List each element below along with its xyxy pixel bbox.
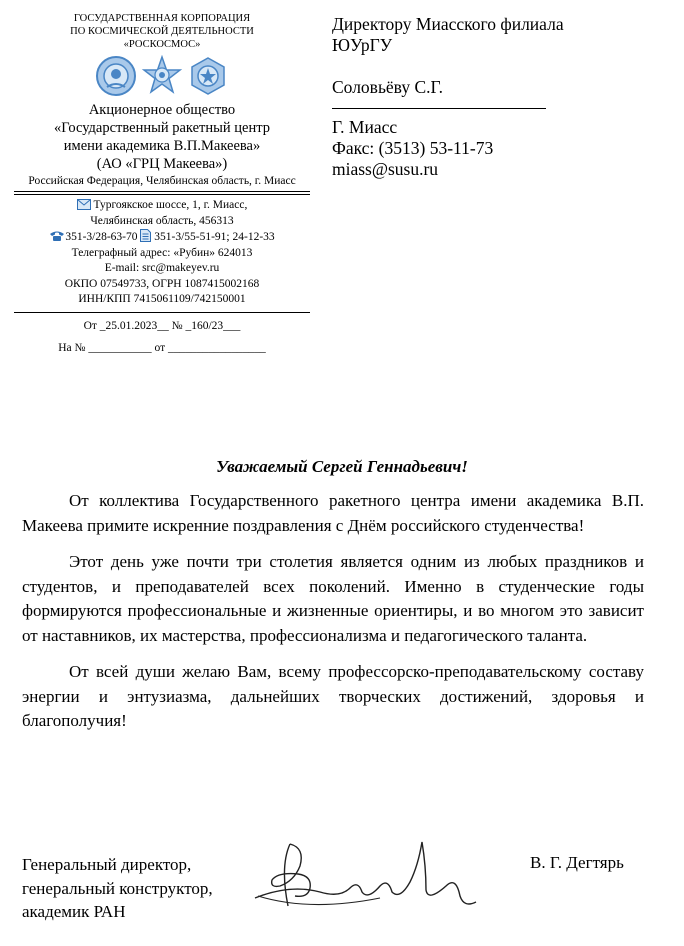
letterhead (14, 12, 310, 363)
corporation-name: ГОСУДАРСТВЕННАЯ КОРПОРАЦИЯ ПО КОСМИЧЕСКОЙ ДЕЯТЕЛЬНОСТИ «РОСКОСМОС» (70, 13, 254, 50)
outgoing-reference: От _25.01.2023__ № _160/23___ (83, 319, 241, 332)
incoming-reference: На № ___________ от _________________ (58, 341, 266, 354)
address-line: Тургоякское шоссе, 1, г. Миасс, (14, 198, 310, 214)
star-order-icon (141, 55, 183, 97)
handwritten-signature (250, 836, 480, 918)
region-text: Российская Федерация, Челябинская область, г. Миасс (28, 175, 296, 187)
phone-icon (49, 230, 65, 242)
letter-body (22, 489, 644, 746)
underline (332, 98, 546, 109)
fax-document-icon (140, 229, 151, 242)
labor-order-icon (187, 55, 229, 97)
divider (14, 191, 310, 195)
divider (14, 312, 310, 313)
phone-fax-line: 351-3/28-63-70 351-3/55-51-91; 24-12-33 (14, 229, 310, 246)
organization-name: Акционерное общество «Государственный ракетный центр имени академика В.П.Макеева» (АО «ГРЦ Макеева») (54, 102, 270, 172)
paragraph: От коллектива Государственного ракетного центра имени академика В.П. Макеева примите искренние поздравления с Днём российского студенчества! (22, 491, 644, 535)
signatory-title: Генеральный директор, генеральный конструктор, академик РАН (22, 855, 213, 921)
contact-block: Тургоякское шоссе, 1, г. Миасс, Челябинская область, 456313 351-3/28-63-70 351-3/55-51-91; 24-12-33 Телеграфный адрес: «Рубин» 624013 E-mail: src@makeyev.ru ОКПО 07549733, ОГРН 1087415002168 ИНН/КПП 7415061109/742150001 (14, 198, 310, 308)
recipient-email: miass@susu.ru (332, 159, 439, 179)
recipient-name: Соловьёву С.Г. (332, 77, 444, 97)
envelope-icon (77, 199, 91, 210)
lenin-order-icon (95, 55, 137, 97)
paragraph: Этот день уже почти три столетия является одним из любых праздников и студентов, и преподавателей всех поколений. Именно в студенческие годы формируются профессиональные и жизненные ориентиры, и во многом это зависит от наставников, их мастерства, профессионализма и педагогического таланта. (22, 552, 644, 645)
signatory-name: В. Г. Дегтярь (530, 853, 624, 872)
reference-block (14, 319, 310, 356)
salutation: Уважаемый Сергей Геннадьевич! (216, 457, 468, 476)
paragraph: От всей души желаю Вам, всему профессорско-преподавательскому составу энергии и энтузиазма, дальнейших творческих достижений, здоровья и благополучия! (22, 662, 644, 730)
order-medals (14, 55, 310, 99)
recipient-block: Директору Миасского филиала ЮУрГУ Соловьёву С.Г. Г. Миасс Факс: (3513) 53-11-73 miass@susu.ru (332, 14, 662, 180)
